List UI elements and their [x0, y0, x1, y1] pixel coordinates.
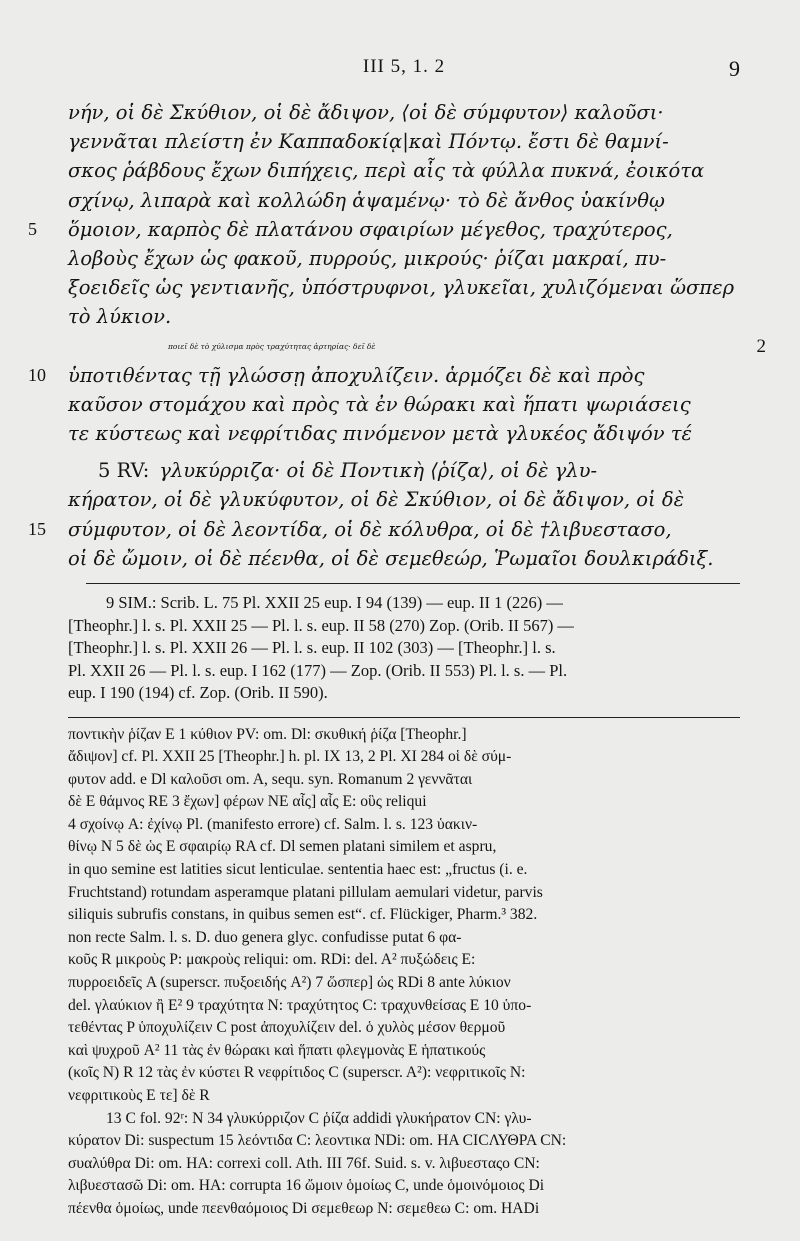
line-text: σχίνῳ, λιπαρὰ καὶ κολλώδη ἁψαμένῳ· τὸ δὲ ἄνθος ὑακίνθῳ: [68, 188, 665, 212]
apparatus-line: πυρροειδεῖς A (superscr. πυξοειδής A²) 7 ὥσπερ] ὡς RDi 8 ante λύκιον: [68, 974, 511, 992]
text-line: [68, 127, 740, 156]
text-line: [28, 361, 740, 390]
line-text: οἱ δὲ ὤμοιν, οἱ δὲ πέενθα, οἱ δὲ σεμεθεώρ, Ῥωμαῖοι δουλκιράδιξ.: [68, 546, 714, 570]
synonym-line: [68, 485, 740, 514]
line-text: σύμφυτον, οἱ δὲ λεοντίδα, οἱ δὲ κόλυθρα, οἱ δὲ †λιβυεστασο,: [68, 517, 672, 541]
main-text: [28, 98, 766, 448]
apparatus-line: καὶ ψυχροῦ A² 11 τὰς ἐν θώρακι καὶ ἥπατι φλεγμονὰς E ἡπατικούς: [68, 1041, 486, 1059]
synonym-line: [28, 515, 740, 544]
apparatus-line: del. γλαύκιον ἢ E² 9 τραχύτητα N: τραχύτητος C: τραχυνθείσας E 10 ὑπο-: [68, 996, 532, 1014]
page-header: [68, 56, 740, 90]
apparatus-line: κύρατον Di: suspectum 15 λεόντιδα C: λεοντικα NDi: om. HA CICΛΥΘΡΑ CN:: [68, 1132, 567, 1150]
text-line: [68, 332, 766, 361]
apparatus-line: (κοῖς N) R 12 τὰς ἐν κύστει R νεφρίτιδος C (superscr. A²): νεφριτικοῖς N:: [68, 1064, 526, 1082]
page-number: 9: [729, 56, 740, 81]
synonym-line: [68, 544, 740, 573]
line-text: τε κύστεως καὶ νεφρίτιδας πινόμενον μετὰ γλυκέος ἄδιψόν τέ: [68, 422, 693, 446]
text-line: [68, 156, 740, 185]
running-head: III 5, 1. 2: [362, 56, 446, 77]
similia-line: 9 SIM.: Scrib. L. 75 Pl. XXII 25 eup. I 94 (139) — eup. II 1 (226) —: [106, 593, 563, 612]
rv-siglum: 5 RV:: [98, 459, 150, 483]
text-line: [68, 186, 740, 215]
line-text: κήρατον, οἱ δὲ γλυκύφυτον, οἱ δὲ Σκύθιον, οἱ δὲ ἄδιψον, οἱ δὲ: [68, 488, 685, 512]
line-text: καῦσον στομάχου καὶ πρὸς τὰ ἐν θώρακι καὶ ἥπατι ψωριάσεις: [68, 392, 691, 416]
apparatus-line: Fruchtstand) rotundam asperamque platani pillulam aemulari videtur, parvis: [68, 883, 543, 901]
line-text: γλυκύρριζα· οἱ δὲ Ποντικὴ ⟨ῥίζα⟩, οἱ δὲ γλυ-: [159, 459, 598, 483]
line-text: γεννᾶται πλείστη ἐν Καππαδοκίᾳ|καὶ Πόντῳ. ἔστι δὲ θαμνί-: [68, 130, 669, 154]
apparatus-line: συαλύθρα Di: om. HA: correxi coll. Ath. III 76f. Suid. s. v. λιβυεσταςο CN:: [68, 1154, 540, 1172]
text-line: [68, 419, 740, 448]
line-number: 15: [28, 518, 46, 539]
text-line: [68, 244, 740, 273]
apparatus-line: ποντικὴν ῥίζαν E 1 κύθιον PV: om. Dl: σκυθική ῥίζα [Theophr.]: [68, 725, 467, 743]
similia-line: [Theophr.] l. s. Pl. XXII 26 — Pl. l. s. eup. II 102 (303) — [Theophr.] l. s.: [68, 638, 556, 657]
synonym-line: [68, 456, 740, 485]
apparatus-rule: [68, 717, 740, 718]
apparatus-line: 13 C fol. 92ʳ: N 34 γλυκύρριζον C ῥίζα addidi γλυκήρατον CN: γλυ-: [106, 1109, 532, 1127]
line-text: τὸ λύκιον.: [68, 305, 172, 329]
text-line: [28, 215, 740, 244]
apparatus-line: νεφριτικοὺς E τε] δὲ R: [68, 1087, 210, 1104]
line-text: λοβοὺς ἔχων ὡς φακοῦ, πυρρούς, μικρούς· ῥίζαι μακραί, πυ-: [68, 246, 667, 270]
apparatus-line: πέενθα ὁμοίως, unde πεενθαόμοιος Di σεμεθεωρ N: σεμεθεω C: om. HADi: [68, 1199, 540, 1217]
synonym-block: [28, 456, 740, 573]
line-text: ὑποτιθέντας τῇ γλώσσῃ ἀποχυλίζειν. ἁρμόζει δὲ καὶ πρὸς: [68, 363, 645, 387]
line-number: 5: [28, 218, 37, 239]
line-text: ποιεῖ δὲ τὸ χύλισμα πρὸς τραχύτητας ἀρτηρίας· δεῖ δὲ: [168, 341, 376, 351]
line-text: νήν, οἱ δὲ Σκύθιον, οἱ δὲ ἄδιψον, ⟨οἱ δὲ σύμφυτον⟩ καλοῦσι·: [68, 101, 664, 124]
apparatus-line: ἄδιψον] cf. Pl. XXII 25 [Theophr.] h. pl. IX 13, 2 Pl. XI 284 οἱ δὲ σύμ-: [68, 748, 512, 766]
similia-apparatus: [68, 592, 740, 705]
apparatus-line: θίνῳ N 5 δὲ ὡς E σφαιρίῳ RA cf. Dl semen platani similem et aspru,: [68, 838, 497, 856]
line-text: ξοειδεῖς ὡς γεντιανῆς, ὑπόστρυφνοι, γλυκεῖαι, χυλιζόμεναι ὥσπερ: [68, 276, 735, 300]
apparatus-line: κοῦς R μικροὺς P: μακροὺς reliqui: om. RDi: del. A² πυξώδεις E:: [68, 951, 476, 969]
margin-number: 2: [756, 335, 766, 357]
critical-apparatus: [68, 724, 740, 1221]
text-line: [68, 98, 740, 127]
similia-line: Pl. XXII 26 — Pl. l. s. eup. I 162 (177) — Zop. (Orib. II 553) Pl. l. s. — Pl.: [68, 660, 568, 680]
apparatus-line: φυτον add. e Dl καλοῦσι om. A, sequ. syn. Romanum 2 γεννᾶται: [68, 770, 473, 788]
text-line: [68, 302, 740, 331]
separator-rule: [86, 583, 740, 584]
apparatus-line: non recte Salm. l. s. D. duo genera glyc. confudisse putat 6 φα-: [68, 928, 462, 946]
text-line: [68, 273, 740, 302]
similia-line: [Theophr.] l. s. Pl. XXII 25 — Pl. l. s. eup. II 58 (270) Zop. (Orib. II 567) —: [68, 615, 574, 635]
line-text: σκος ῥάβδους ἔχων διπήχεις, περὶ αἷς τὰ φύλλα πυκνά, ἐοικότα: [68, 159, 705, 183]
similia-line: eup. I 190 (194) cf. Zop. (Orib. II 590).: [68, 683, 328, 702]
line-text: ὅμοιον, καρπὸς δὲ πλατάνου σφαιρίων μέγεθος, τραχύτερος,: [68, 217, 673, 241]
apparatus-line: 4 σχοίνῳ A: ἐχίνῳ Pl. (manifesto errore) cf. Salm. l. s. 123 ὑακιν-: [68, 815, 478, 833]
apparatus-line: δὲ E θάμνος RE 3 ἔχων] φέρων NE αἷς] αἷς E: οὓς reliqui: [68, 793, 427, 811]
text-line: [68, 390, 740, 419]
apparatus-line: siliquis subrufis constans, in quibus semen est“. cf. Flückiger, Pharm.³ 382.: [68, 906, 538, 924]
apparatus-line: τεθέντας P ὑποχυλίζειν C post ἀποχυλίζειν del. ὁ χυλὸς μέσον θερμοῦ: [68, 1019, 506, 1037]
apparatus-line: in quo semine est latities sicut lenticulae. sententia haec est: „fructus (i. e.: [68, 861, 528, 879]
line-number: 10: [28, 364, 46, 385]
apparatus-line: λιβυεστασῶ Di: om. HA: corrupta 16 ὤμοιν ὁμοίως C, unde ὁμοινόμοιος Di: [68, 1177, 545, 1195]
